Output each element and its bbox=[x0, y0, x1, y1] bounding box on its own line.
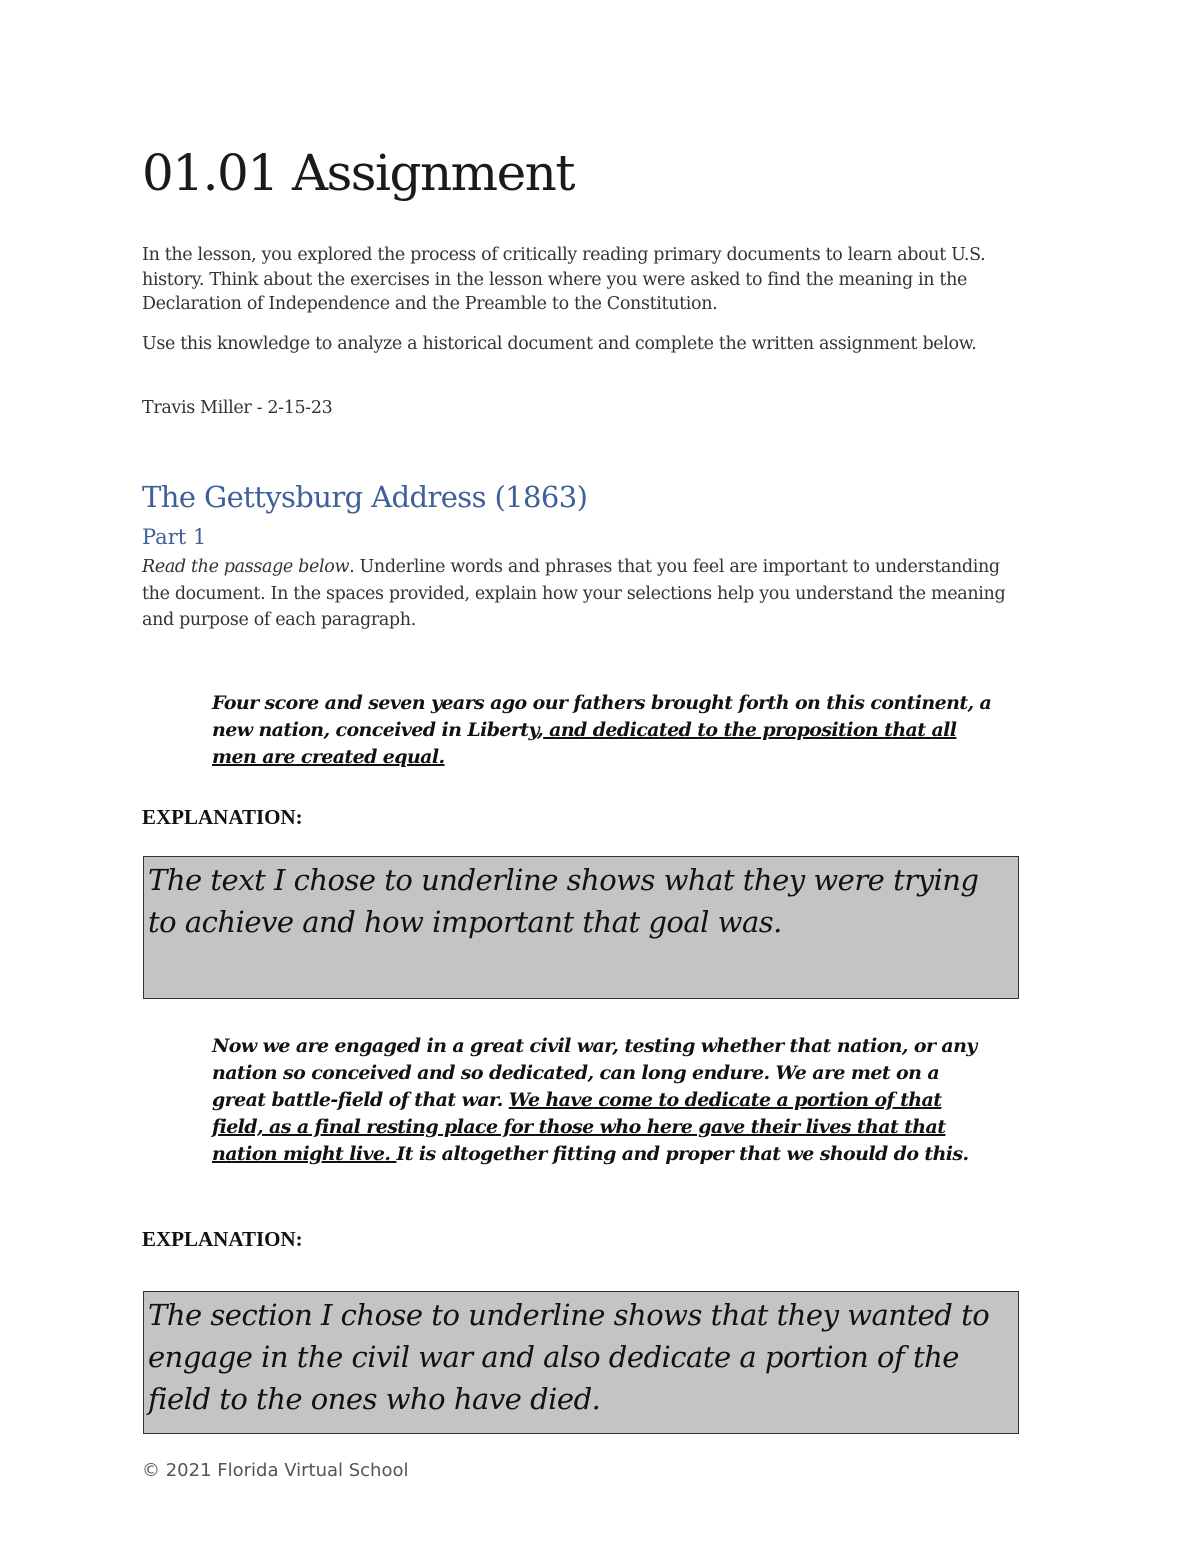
passage-1 bbox=[212, 690, 992, 771]
explanation-2-answer-box[interactable]: The section I chose to underline shows that they wanted to engage in the civil war and also dedicate a portion of the field to the ones who have died. bbox=[143, 1291, 1019, 1434]
page-title: 01.01 Assignment bbox=[142, 144, 574, 202]
passage-2-text-before: Now we are engaged in a great civil war, testing whether that nation, or any nation so conceived and so dedicated, can long endure. We are met on a great battle-field of that war. bbox=[212, 1035, 977, 1111]
passage-2 bbox=[212, 1033, 992, 1168]
passage-2-underlined: We have come to dedicate a portion of that field, as a final resting place for those who here gave their lives that that nation might live. bbox=[212, 1089, 946, 1165]
part-heading: Part 1 bbox=[142, 525, 207, 549]
instructions-italic: Read the passage below bbox=[142, 557, 350, 577]
author-date-line: Travis Miller - 2-15-23 bbox=[142, 398, 333, 418]
intro-paragraph-2: Use this knowledge to analyze a historical document and complete the written assignment below. bbox=[142, 334, 977, 354]
section-heading: The Gettysburg Address (1863) bbox=[142, 480, 588, 514]
intro-paragraph-1: In the lesson, you explored the process of critically reading primary documents to learn about U.S. history. Think about the exercises in the lesson where you were asked to find the meaning in the Declaration of Independence and the Preamble to the Constitution. bbox=[142, 245, 986, 314]
passage-1-underlined: and dedicated to the proposition that all men are created equal. bbox=[212, 719, 957, 768]
footer-copyright: © 2021 Florida Virtual School bbox=[142, 1460, 409, 1481]
part-instructions bbox=[142, 554, 1032, 634]
explanation-1-label: EXPLANATION: bbox=[142, 805, 303, 829]
passage-1-text: Four score and seven years ago our fathers brought forth on this continent, a new nation, conceived in Liberty, bbox=[212, 692, 992, 741]
instructions-text: . Underline words and phrases that you feel are important to understanding the document. In the spaces provided, explain how your selections help you understand the meaning and purpose of each paragraph. bbox=[142, 557, 1006, 630]
passage-2-text-after: It is altogether fitting and proper that we should do this. bbox=[396, 1143, 969, 1165]
explanation-2-label: EXPLANATION: bbox=[142, 1227, 303, 1251]
explanation-1-answer-box[interactable]: The text I chose to underline shows what they were trying to achieve and how important that goal was. bbox=[143, 856, 1019, 999]
